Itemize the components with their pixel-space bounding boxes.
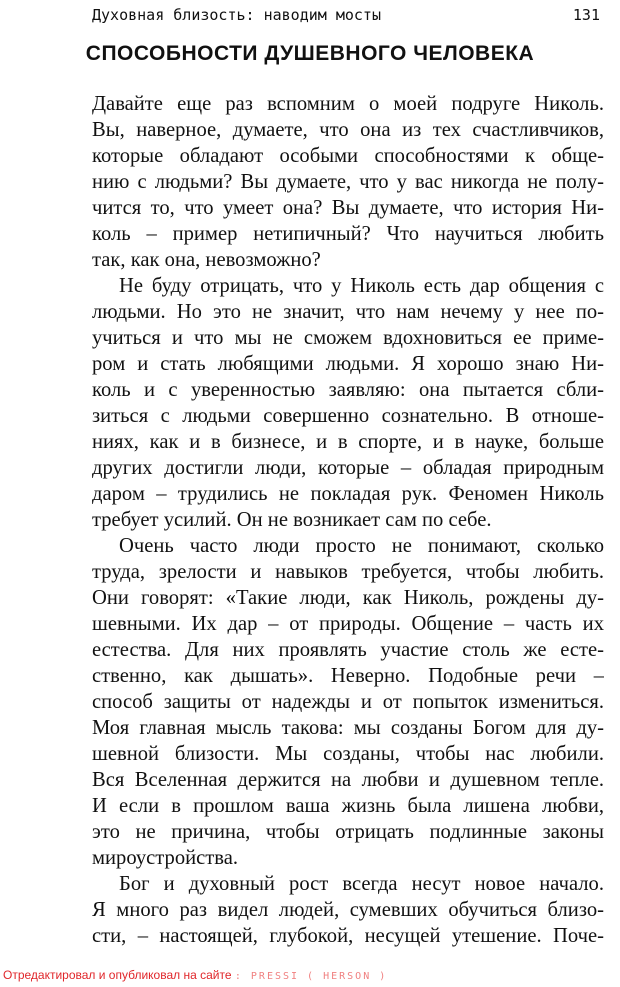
running-title: Духовная близость: наводим мосты <box>92 6 381 24</box>
text-line: сти, – настоящей, глубокой, несущей утешение. Поче- <box>92 925 604 947</box>
text-line: зиться с людьми совершенно сознательно. В отноше- <box>92 405 604 427</box>
footer-credit-text: Отредактировал и опубликовал на сайте <box>3 968 232 982</box>
text-line: Бог и духовный рост всегда несут новое начало. <box>119 873 604 895</box>
text-line: которые обладают особыми способностями к обще- <box>92 145 604 167</box>
text-line: Они говорят: «Такие люди, как Николь, рождены ду- <box>92 587 604 609</box>
text-line: так, как она, невозможно? <box>92 249 321 271</box>
text-line: мироустройства. <box>92 847 239 869</box>
footer-site-link[interactable]: : PRESSI ( HERSON ) <box>234 971 388 982</box>
text-line: требует усилий. Он не возникает сам по себе. <box>92 509 492 531</box>
text-line: ром и стать любящими людьми. Я хорошо знаю Ни- <box>92 353 604 375</box>
text-line: других достигли люди, которые – обладая природным <box>92 457 604 479</box>
text-line: людьми. Но это не значит, что нам нечему у нее по- <box>92 301 604 323</box>
text-line: чится то, что умеет она? Вы думаете, что история Ни- <box>92 197 604 219</box>
text-line: Вы, наверное, думаете, что она из тех счастливчиков, <box>92 119 604 141</box>
text-line: даром – трудились не покладая рук. Феномен Николь <box>92 483 604 505</box>
text-line: труда, зрелости и навыков требуется, чтобы любить. <box>92 561 604 583</box>
chapter-title: СПОСОБНОСТИ ДУШЕВНОГО ЧЕЛОВЕКА <box>85 42 535 65</box>
running-head <box>92 6 600 30</box>
text-line: естества. Для них проявлять участие столь же есте- <box>92 639 604 661</box>
text-line: нию с людьми? Вы думаете, что у вас никогда не полу- <box>92 171 604 193</box>
text-line: шевными. Их дар – от природы. Общение – часть их <box>92 613 604 635</box>
text-line: шевной близости. Мы созданы, чтобы нас любили. <box>92 743 604 765</box>
text-line: Вся Вселенная держится на любви и душевном тепле. <box>92 769 604 791</box>
text-line: это не причина, чтобы отрицать подлинные законы <box>92 821 604 843</box>
page-number: 131 <box>572 6 600 24</box>
text-line: Давайте еще раз вспомним о моей подруге Николь. <box>92 93 604 115</box>
text-line: коль и с уверенностью заявляю: она пытается сбли- <box>92 379 604 401</box>
text-line: Я много раз видел людей, сумевших обучиться близо- <box>92 899 604 921</box>
footer-credit <box>3 968 387 982</box>
text-line: ственно, как дышать». Неверно. Подобные речи – <box>92 665 604 687</box>
text-line: Моя главная мысль такова: мы созданы Богом для ду- <box>92 717 604 739</box>
text-line: Очень часто люди просто не понимают, сколько <box>119 535 604 557</box>
body-text <box>92 91 604 949</box>
text-line: учиться и что мы не сможем вдохновиться ее приме- <box>92 327 604 349</box>
text-line: способ защиты от надежды и от попыток измениться. <box>92 691 604 713</box>
text-line: коль – пример нетипичный? Что научиться любить <box>92 223 604 245</box>
text-line: Не буду отрицать, что у Николь есть дар общения с <box>119 275 604 297</box>
text-line: И если в прошлом ваша жизнь была лишена любви, <box>92 795 604 817</box>
text-line: ниях, как и в бизнесе, и в спорте, и в науке, больше <box>92 431 604 453</box>
